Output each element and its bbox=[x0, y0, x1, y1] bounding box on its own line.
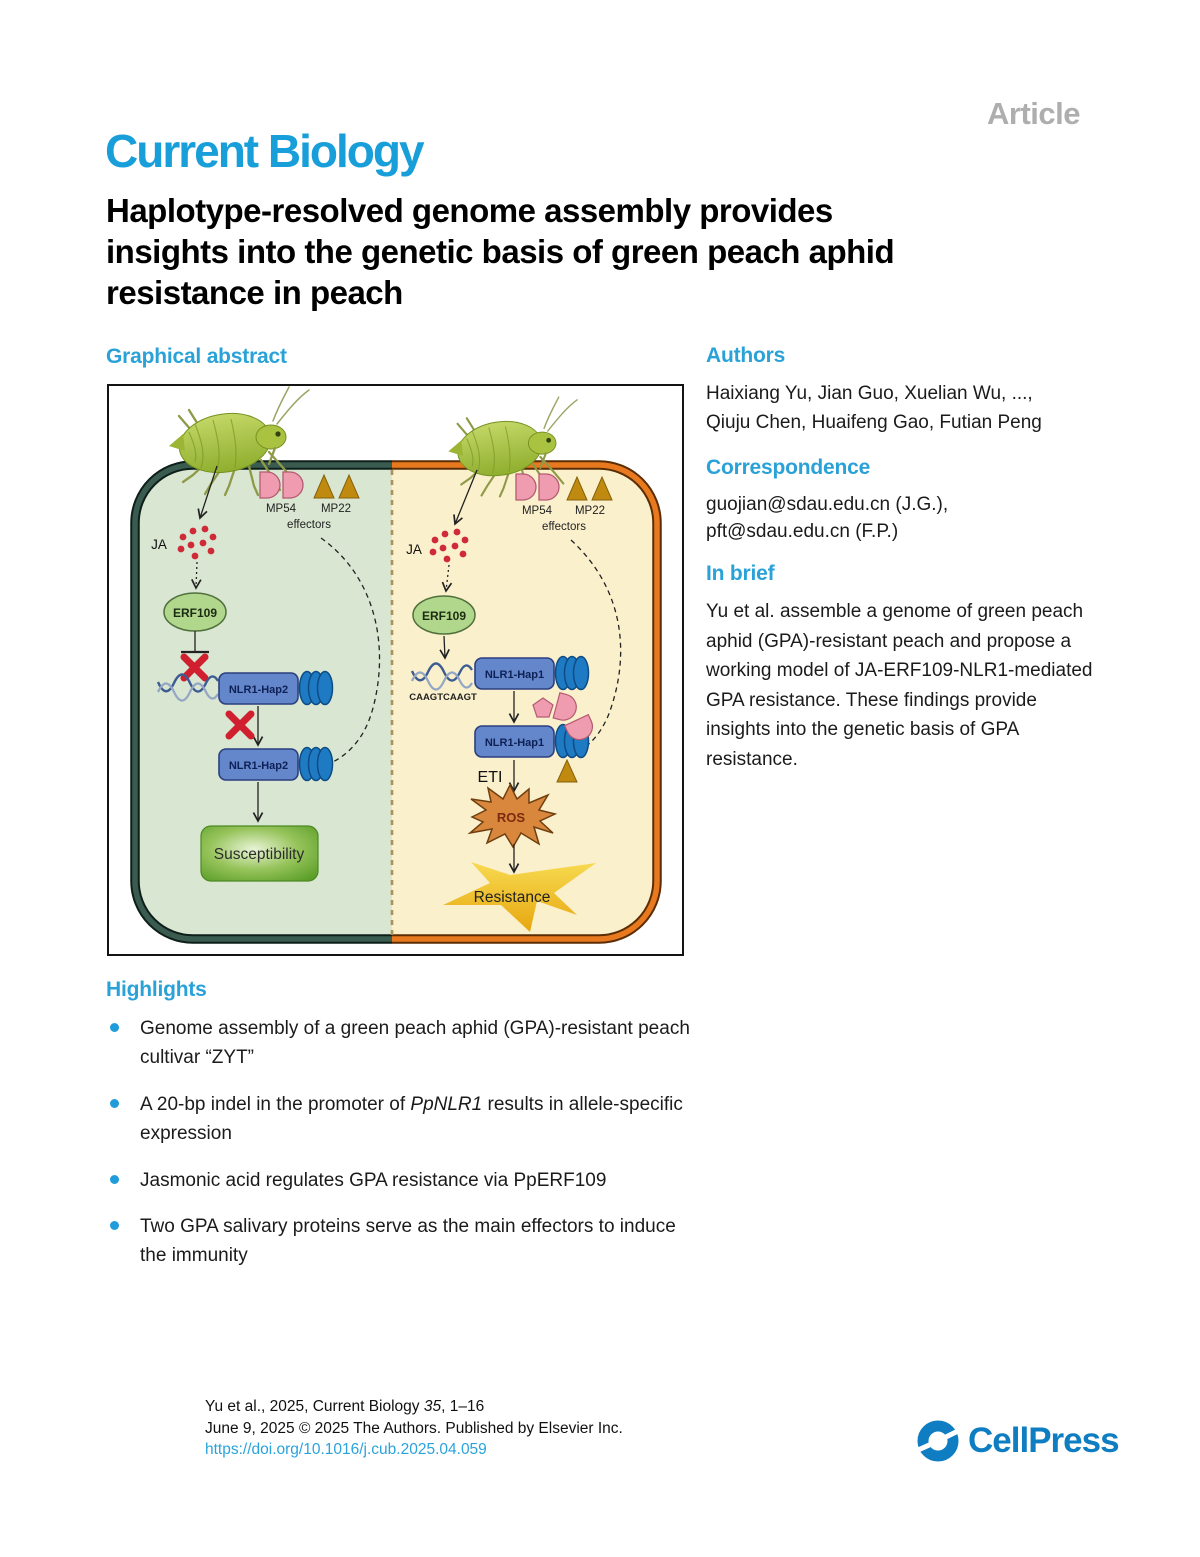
highlight-text bbox=[140, 1014, 697, 1072]
correspondence-emails bbox=[706, 491, 1098, 545]
eti-label: ETI bbox=[477, 769, 503, 786]
in-brief-heading: In brief bbox=[706, 562, 775, 585]
authors-line1: Haixiang Yu, Jian Guo, Xuelian Wu, ..., bbox=[706, 383, 1033, 404]
paper-title bbox=[106, 190, 1136, 313]
doi-link[interactable]: https://doi.org/10.1016/j.cub.2025.04.059 bbox=[205, 1441, 487, 1458]
highlight-text bbox=[140, 1090, 697, 1148]
nlr1-hap1-label-row2: NLR1-Hap1 bbox=[484, 737, 545, 749]
graphical-abstract-heading: Graphical abstract bbox=[106, 345, 287, 368]
article-type-label: Article bbox=[987, 96, 1080, 131]
citation-part: , 1–16 bbox=[441, 1398, 485, 1415]
nlr1-hap2-label-row1: NLR1-Hap2 bbox=[228, 684, 289, 696]
highlights-heading: Highlights bbox=[106, 978, 207, 1001]
mp54-effector-icon bbox=[260, 472, 280, 498]
highlight-item bbox=[107, 1212, 697, 1270]
citation-volume: 35 bbox=[423, 1398, 442, 1415]
in-brief-text: Yu et al. assemble a genome of green peach aphid (GPA)-resistant peach and propose a working model of JA-ERF109-NLR1-mediated GPA resistance. These findings provide insights into the genetic basis of GPA resistance. bbox=[706, 601, 1093, 770]
resistance-label: Resistance bbox=[473, 889, 551, 906]
highlight-text bbox=[140, 1166, 606, 1195]
paper-title-line2: insights into the genetic basis of green peach aphid bbox=[106, 233, 895, 270]
bullet-icon bbox=[110, 1023, 119, 1032]
mp54-effector-icon bbox=[516, 474, 536, 500]
citation-line bbox=[205, 1396, 623, 1418]
correspondence-heading: Correspondence bbox=[706, 456, 871, 479]
cellpress-mark-icon bbox=[915, 1418, 961, 1464]
mp54-effector-icon bbox=[539, 474, 559, 500]
figure-canvas bbox=[109, 386, 682, 954]
highlight-text-part: results in allele-specific expression bbox=[140, 1094, 683, 1144]
correspondence-email-2: pft@sdau.edu.cn (F.P.) bbox=[706, 521, 899, 542]
mp54-label: MP54 bbox=[521, 505, 553, 517]
graphical-abstract-figure bbox=[107, 384, 684, 956]
effectors-label: effectors bbox=[542, 521, 586, 533]
citation-part: Yu et al., 2025, Current Biology bbox=[205, 1398, 424, 1415]
ros-label: ROS bbox=[496, 810, 526, 825]
nlr1-hap2-label-row2: NLR1-Hap2 bbox=[228, 760, 289, 772]
highlight-item bbox=[107, 1166, 697, 1195]
bullet-icon bbox=[110, 1099, 119, 1108]
authors-list bbox=[706, 379, 1098, 437]
erf109-label: ERF109 bbox=[172, 606, 218, 620]
susceptibility-label: Susceptibility bbox=[213, 846, 305, 863]
highlight-text-part: Genome assembly of a green peach aphid (GPA)-resistant peach cultivar “ZYT” bbox=[140, 1018, 690, 1068]
correspondence-email-1: guojian@sdau.edu.cn (J.G.), bbox=[706, 494, 949, 515]
cellpress-logo bbox=[915, 1418, 1119, 1464]
nlr1-hap1-label-row1: NLR1-Hap1 bbox=[484, 669, 545, 681]
highlight-item bbox=[107, 1014, 697, 1072]
highlight-text-part: Two GPA salivary proteins serve as the main effectors to induce the immunity bbox=[140, 1216, 676, 1266]
highlight-text-italic: PpNLR1 bbox=[410, 1094, 483, 1115]
highlight-text-part: Jasmonic acid regulates GPA resistance via PpERF109 bbox=[140, 1170, 607, 1191]
mp54-effector-icon bbox=[283, 472, 303, 498]
cellpress-wordmark: CellPress bbox=[968, 1421, 1119, 1460]
mp54-label: MP54 bbox=[265, 503, 297, 515]
ja-label: JA bbox=[151, 537, 167, 552]
copyright-line: June 9, 2025 © 2025 The Authors. Published by Elsevier Inc. bbox=[205, 1419, 623, 1437]
authors-heading: Authors bbox=[706, 344, 786, 367]
bullet-icon bbox=[110, 1175, 119, 1184]
erf109-label: ERF109 bbox=[421, 609, 467, 623]
ja-label: JA bbox=[406, 542, 422, 557]
paper-title-line3: resistance in peach bbox=[106, 274, 403, 311]
bullet-icon bbox=[110, 1221, 119, 1230]
promoter-sequence-label: CAAGTCAAGT bbox=[409, 692, 477, 703]
mp22-label: MP22 bbox=[320, 503, 352, 515]
mp22-label: MP22 bbox=[574, 505, 606, 517]
highlight-item bbox=[107, 1090, 697, 1148]
authors-line2: Qiuju Chen, Huaifeng Gao, Futian Peng bbox=[706, 412, 1042, 433]
journal-logo: Current Biology bbox=[105, 125, 423, 177]
paper-title-line1: Haplotype-resolved genome assembly provides bbox=[106, 192, 833, 229]
highlight-text-part: A 20-bp indel in the promoter of bbox=[140, 1094, 411, 1115]
effectors-label: effectors bbox=[287, 519, 331, 531]
footer-citation-block bbox=[205, 1396, 623, 1461]
highlight-text bbox=[140, 1212, 697, 1270]
